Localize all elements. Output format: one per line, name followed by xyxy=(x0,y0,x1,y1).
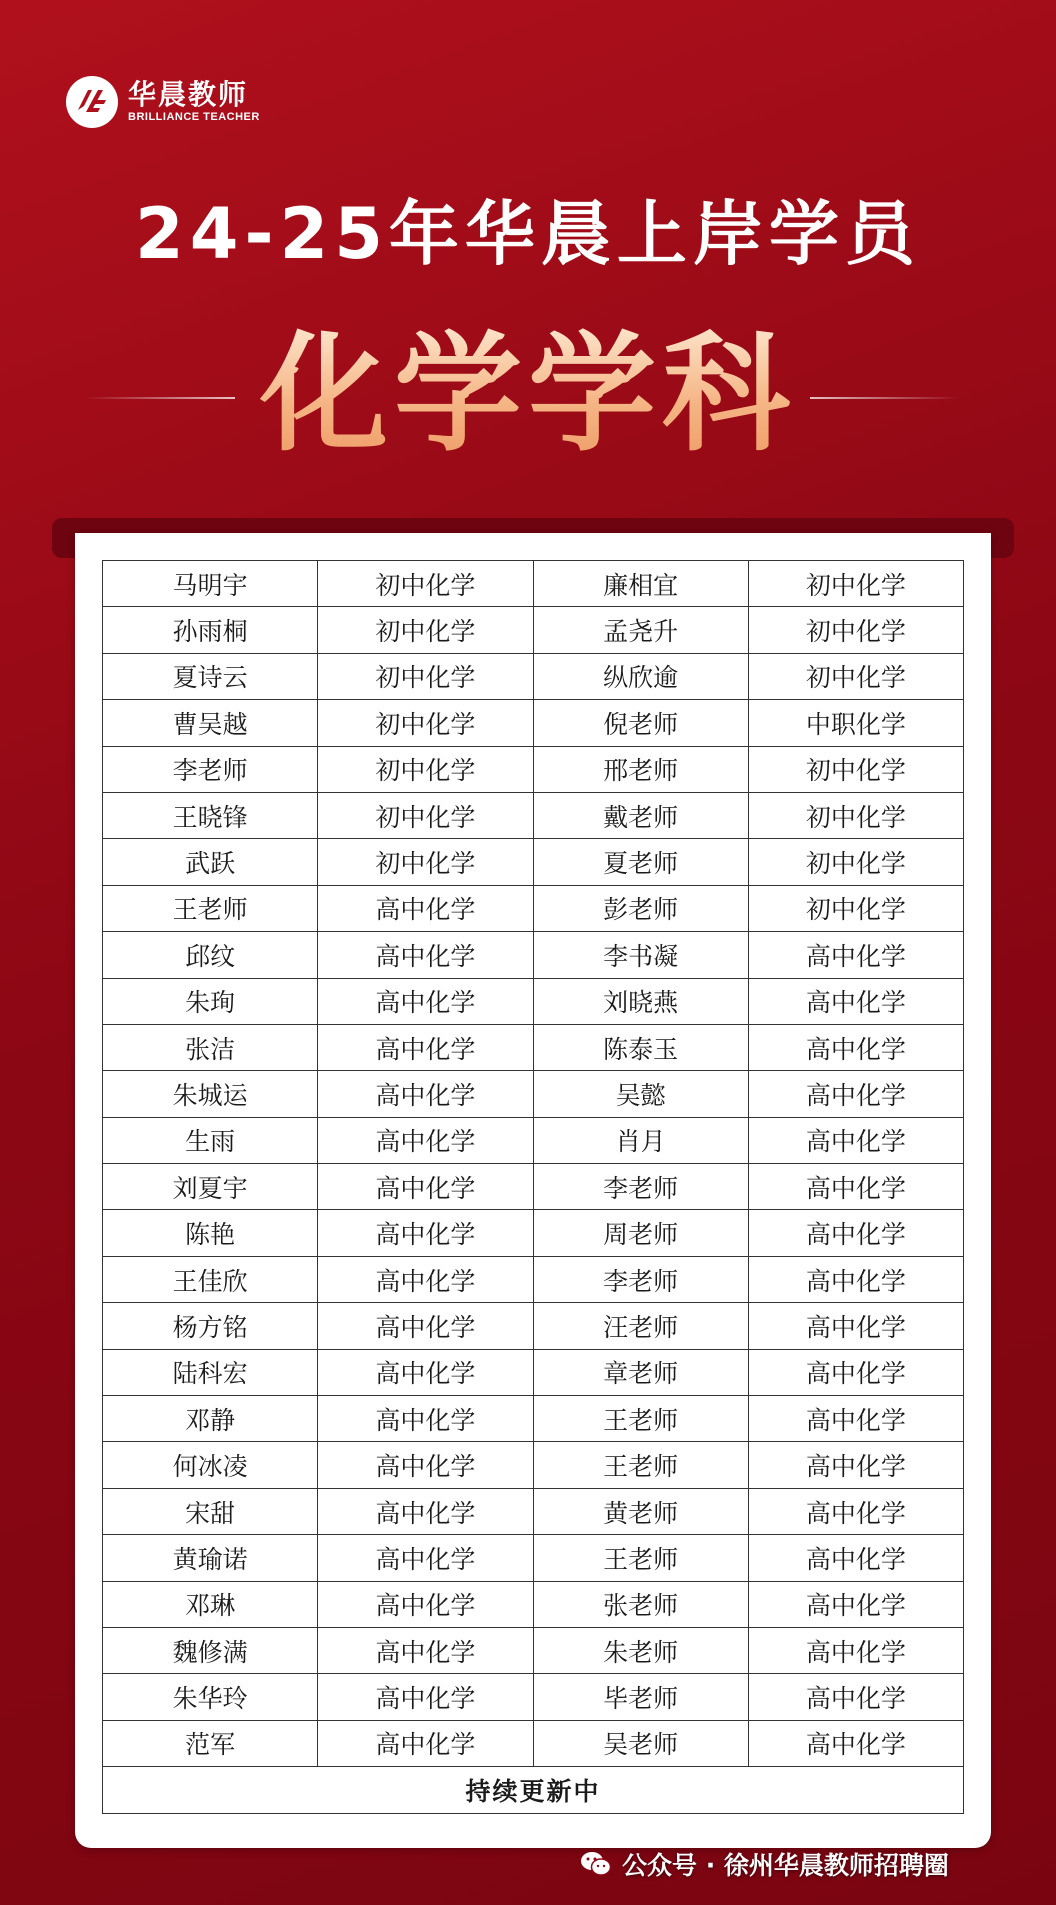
subject-cell: 高中化学 xyxy=(318,1210,533,1256)
teacher-name-cell: 杨方铭 xyxy=(103,1303,318,1349)
table-row xyxy=(103,1674,964,1720)
subject-cell: 高中化学 xyxy=(318,1024,533,1070)
subject-cell: 高中化学 xyxy=(748,1256,963,1302)
teacher-name-cell: 陈艳 xyxy=(103,1210,318,1256)
table-row xyxy=(103,792,964,838)
subject-cell: 高中化学 xyxy=(318,1396,533,1442)
brand-name-cn: 华晨教师 xyxy=(128,78,249,111)
teacher-name-cell: 何冰凌 xyxy=(103,1442,318,1488)
subject-cell: 高中化学 xyxy=(748,1535,963,1581)
teacher-name-cell: 王老师 xyxy=(533,1535,748,1581)
table-row xyxy=(103,885,964,931)
teacher-name-cell: 宋甜 xyxy=(103,1488,318,1534)
roster-card xyxy=(75,533,991,1848)
teacher-name-cell: 刘晓燕 xyxy=(533,978,748,1024)
table-row xyxy=(103,1581,964,1627)
table-row xyxy=(103,1349,964,1395)
subject-cell: 初中化学 xyxy=(748,653,963,699)
teacher-name-cell: 朱华玲 xyxy=(103,1674,318,1720)
teacher-name-cell: 毕老师 xyxy=(533,1674,748,1720)
subject-cell: 高中化学 xyxy=(318,1627,533,1673)
subject-cell: 高中化学 xyxy=(318,1117,533,1163)
subject-cell: 高中化学 xyxy=(318,1581,533,1627)
roster-table xyxy=(102,560,964,1814)
teacher-name-cell: 刘夏宇 xyxy=(103,1164,318,1210)
subject-cell: 初中化学 xyxy=(748,607,963,653)
table-row xyxy=(103,1720,964,1766)
teacher-name-cell: 武跃 xyxy=(103,839,318,885)
brand-logo xyxy=(66,76,260,128)
subject-cell: 初中化学 xyxy=(318,561,533,607)
subject-cell: 高中化学 xyxy=(748,932,963,978)
subject-cell: 初中化学 xyxy=(318,839,533,885)
table-row xyxy=(103,978,964,1024)
subject-cell: 中职化学 xyxy=(748,700,963,746)
subject-cell: 高中化学 xyxy=(748,1164,963,1210)
subject-heading: 化学学科 xyxy=(0,320,1056,470)
teacher-name-cell: 朱珣 xyxy=(103,978,318,1024)
subject-cell: 高中化学 xyxy=(748,1210,963,1256)
teacher-name-cell: 范军 xyxy=(103,1720,318,1766)
teacher-name-cell: 生雨 xyxy=(103,1117,318,1163)
subject-cell: 高中化学 xyxy=(318,1674,533,1720)
table-row xyxy=(103,1396,964,1442)
teacher-name-cell: 邓琳 xyxy=(103,1581,318,1627)
teacher-name-cell: 邱纹 xyxy=(103,932,318,978)
wechat-watermark xyxy=(580,1840,949,1888)
brand-logo-icon xyxy=(66,76,118,128)
table-row xyxy=(103,1071,964,1117)
teacher-name-cell: 章老师 xyxy=(533,1349,748,1395)
subject-cell: 高中化学 xyxy=(318,1071,533,1117)
subject-cell: 高中化学 xyxy=(318,1488,533,1534)
subject-cell: 高中化学 xyxy=(318,1349,533,1395)
subject-cell: 高中化学 xyxy=(748,978,963,1024)
table-row xyxy=(103,561,964,607)
teacher-name-cell: 孙雨桐 xyxy=(103,607,318,653)
table-row xyxy=(103,653,964,699)
teacher-name-cell: 肖月 xyxy=(533,1117,748,1163)
subject-cell: 高中化学 xyxy=(748,1117,963,1163)
teacher-name-cell: 倪老师 xyxy=(533,700,748,746)
subject-cell: 高中化学 xyxy=(748,1627,963,1673)
teacher-name-cell: 张老师 xyxy=(533,1581,748,1627)
subject-cell: 高中化学 xyxy=(318,1303,533,1349)
teacher-name-cell: 张洁 xyxy=(103,1024,318,1070)
subject-heading-row xyxy=(0,320,1056,470)
teacher-name-cell: 朱城运 xyxy=(103,1071,318,1117)
teacher-name-cell: 黄老师 xyxy=(533,1488,748,1534)
subject-cell: 初中化学 xyxy=(748,792,963,838)
teacher-name-cell: 陆科宏 xyxy=(103,1349,318,1395)
teacher-name-cell: 李老师 xyxy=(103,746,318,792)
subject-cell: 高中化学 xyxy=(748,1349,963,1395)
teacher-name-cell: 周老师 xyxy=(533,1210,748,1256)
subject-cell: 高中化学 xyxy=(748,1720,963,1766)
subject-cell: 高中化学 xyxy=(318,1535,533,1581)
subject-cell: 高中化学 xyxy=(318,978,533,1024)
table-row xyxy=(103,1210,964,1256)
subject-cell: 高中化学 xyxy=(318,1256,533,1302)
teacher-name-cell: 吴懿 xyxy=(533,1071,748,1117)
subject-cell: 高中化学 xyxy=(748,1674,963,1720)
teacher-name-cell: 彭老师 xyxy=(533,885,748,931)
subject-cell: 初中化学 xyxy=(318,792,533,838)
teacher-name-cell: 马明宇 xyxy=(103,561,318,607)
subject-cell: 初中化学 xyxy=(318,653,533,699)
teacher-name-cell: 邓静 xyxy=(103,1396,318,1442)
subject-cell: 高中化学 xyxy=(748,1396,963,1442)
teacher-name-cell: 孟尧升 xyxy=(533,607,748,653)
table-row xyxy=(103,1164,964,1210)
table-row xyxy=(103,746,964,792)
roster-table-body xyxy=(103,561,964,1814)
teacher-name-cell: 朱老师 xyxy=(533,1627,748,1673)
subject-cell: 高中化学 xyxy=(318,1164,533,1210)
subject-cell: 高中化学 xyxy=(748,1071,963,1117)
table-footer-note: 持续更新中 xyxy=(103,1767,964,1813)
table-row xyxy=(103,700,964,746)
brand-name-en: BRILLIANCE TEACHER xyxy=(128,111,260,123)
subject-cell: 高中化学 xyxy=(748,1442,963,1488)
teacher-name-cell: 王老师 xyxy=(103,885,318,931)
teacher-name-cell: 王晓锋 xyxy=(103,792,318,838)
teacher-name-cell: 黄瑜诺 xyxy=(103,1535,318,1581)
teacher-name-cell: 邢老师 xyxy=(533,746,748,792)
subject-cell: 高中化学 xyxy=(318,1720,533,1766)
subject-cell: 初中化学 xyxy=(318,607,533,653)
subject-cell: 初中化学 xyxy=(318,746,533,792)
table-row xyxy=(103,932,964,978)
watermark-text: 公众号 · 徐州华晨教师招聘圈 xyxy=(622,1851,949,1880)
teacher-name-cell: 王老师 xyxy=(533,1442,748,1488)
teacher-name-cell: 魏修满 xyxy=(103,1627,318,1673)
table-footer-row xyxy=(103,1767,964,1813)
subject-cell: 初中化学 xyxy=(748,746,963,792)
teacher-name-cell: 吴老师 xyxy=(533,1720,748,1766)
table-row xyxy=(103,1117,964,1163)
teacher-name-cell: 纵欣逾 xyxy=(533,653,748,699)
teacher-name-cell: 曹吴越 xyxy=(103,700,318,746)
brand-text xyxy=(128,80,260,124)
teacher-name-cell: 夏老师 xyxy=(533,839,748,885)
subject-cell: 高中化学 xyxy=(318,932,533,978)
subject-cell: 高中化学 xyxy=(748,1581,963,1627)
page-title: 24-25年华晨上岸学员 xyxy=(135,193,921,275)
subject-cell: 高中化学 xyxy=(318,885,533,931)
table-row xyxy=(103,1627,964,1673)
subject-cell: 高中化学 xyxy=(748,1488,963,1534)
table-row xyxy=(103,1442,964,1488)
teacher-name-cell: 李老师 xyxy=(533,1256,748,1302)
teacher-name-cell: 戴老师 xyxy=(533,792,748,838)
teacher-name-cell: 王佳欣 xyxy=(103,1256,318,1302)
teacher-name-cell: 廉相宜 xyxy=(533,561,748,607)
teacher-name-cell: 汪老师 xyxy=(533,1303,748,1349)
subject-cell: 初中化学 xyxy=(748,885,963,931)
subject-cell: 高中化学 xyxy=(748,1303,963,1349)
table-row xyxy=(103,1024,964,1070)
table-row xyxy=(103,839,964,885)
subject-cell: 初中化学 xyxy=(748,839,963,885)
wechat-icon xyxy=(580,1850,612,1878)
table-row xyxy=(103,1303,964,1349)
table-row xyxy=(103,1488,964,1534)
subject-cell: 初中化学 xyxy=(318,700,533,746)
subject-cell: 高中化学 xyxy=(748,1024,963,1070)
teacher-name-cell: 陈泰玉 xyxy=(533,1024,748,1070)
teacher-name-cell: 李老师 xyxy=(533,1164,748,1210)
subject-cell: 初中化学 xyxy=(748,561,963,607)
teacher-name-cell: 夏诗云 xyxy=(103,653,318,699)
subject-cell: 高中化学 xyxy=(318,1442,533,1488)
table-row xyxy=(103,1535,964,1581)
teacher-name-cell: 王老师 xyxy=(533,1396,748,1442)
teacher-name-cell: 李书凝 xyxy=(533,932,748,978)
table-row xyxy=(103,607,964,653)
table-row xyxy=(103,1256,964,1302)
